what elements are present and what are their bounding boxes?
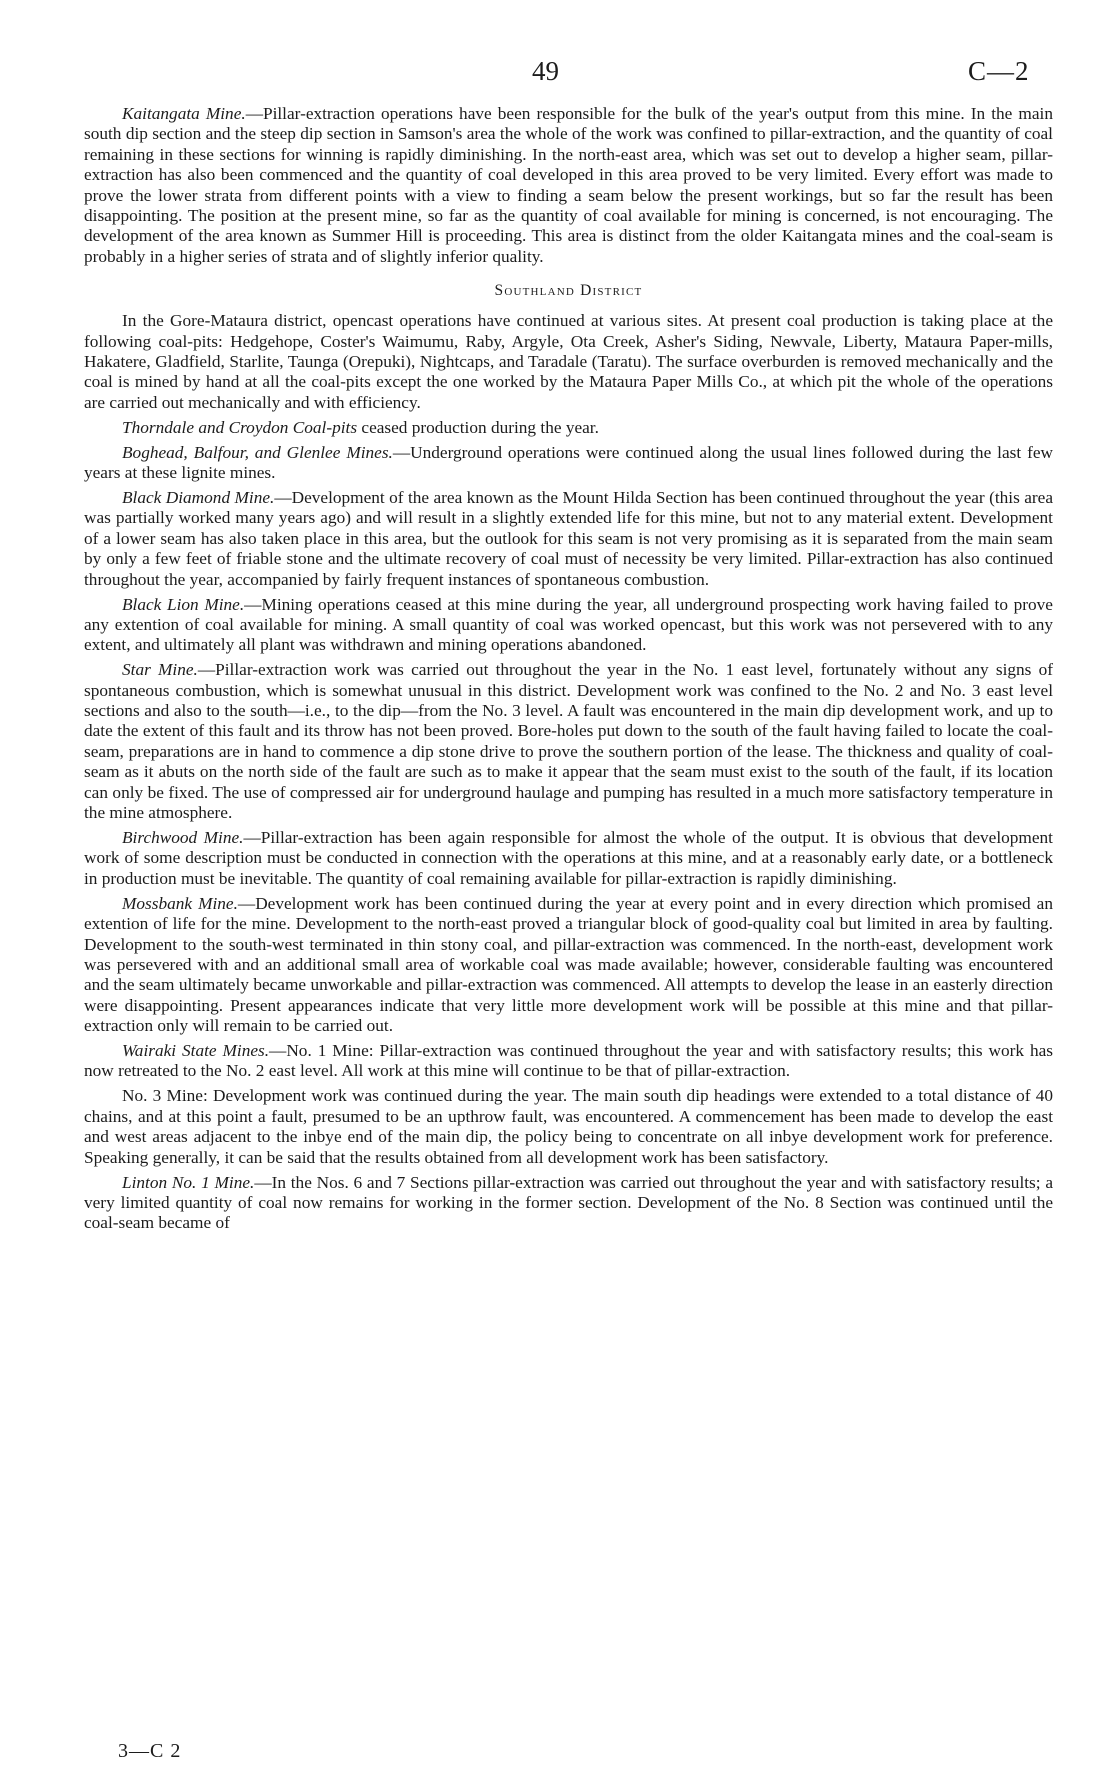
mine-name: Mossbank Mine. bbox=[122, 893, 238, 913]
paragraph-mossbank-mine bbox=[84, 894, 1053, 1037]
mine-name: Black Diamond Mine. bbox=[122, 488, 275, 507]
mine-name: Kaitangata Mine. bbox=[122, 104, 246, 123]
page-header bbox=[0, 54, 1114, 88]
mine-name: Linton No. 1 Mine. bbox=[122, 1172, 255, 1192]
paragraph-text: ceased production during the year. bbox=[357, 417, 599, 437]
paragraph-gore-mataura-district bbox=[84, 311, 1053, 413]
paragraph-kaitangata-mine bbox=[84, 104, 1053, 267]
paragraph-text: No. 3 Mine: Development work was continued during the year. The main south dip headings were extended to a total distance of 40 chains, and at this point a fault, presumed to be an upthrow fault, was encountered. A commencement has been made to develop the east and west areas adjacent to the inbye end of the main dip, the policy being to concentrate on all inbye development work for preference. Speaking generally, it can be said that the results obtained from all development work has been satisfactory. bbox=[84, 1086, 1053, 1167]
paragraph-text: —Development work has been continued during the year at every point and in every direction which promised an extention of life for the mine. Development to the north-east proved a triangular block of good-quality coal but limited in area by faulting. Development to the south-west terminated in thin stony coal, and pillar-extraction was commenced. In the north-east, development work was persevered with and an additional small area of workable coal was made available; however, considerable faulting was encountered and the seam ultimately became unworkable and pillar-extraction was commenced. All attempts to develop the lease in an easterly direction were disappointing. Present appearances indicate that very little more development work will be possible at this mine and that pillar-extraction only will remain to be carried out. bbox=[84, 893, 1053, 1036]
paragraph-text: —Pillar-extraction has been again responsible for almost the whole of the output. It is obvious that development work of some description must be conducted in connection with the operations at this mine, and at a reasonably early date, or a bottleneck in production must be inevitable. The quantity of coal remaining available for pillar-extraction is rapidly diminishing. bbox=[84, 828, 1053, 888]
paragraph-text: —Pillar-extraction operations have been responsible for the bulk of the year's output from this mine. In the main south dip section and the steep dip section in Samson's area the whole of the work was confined to pillar-extraction, and the quantity of coal remaining in these sections for winning is rapidly diminishing. In the north-east area, which was set out to develop a higher seam, pillar-extraction has also been commenced and the quantity of coal developed in this area proved to be very limited. Every effort was made to prove the lower strata from different points with a view to finding a seam below the present workings, but so far the result has been disappointing. The position at the present mine, so far as the quantity of coal available for mining is concerned, is not encouraging. The development of the area known as Summer Hill is proceeding. This area is distinct from the older Kaitangata mines and the coal-seam is probably in a higher series of strata and of slightly inferior quality. bbox=[84, 104, 1053, 266]
printer-signature: 3—C 2 bbox=[118, 1740, 182, 1762]
paragraph-wairaki-state-mines bbox=[84, 1041, 1053, 1082]
paragraph-text: —Mining operations ceased at this mine during the year, all underground prospecting work having failed to prove any extention of coal available for mining. A small quantity of coal was worked opencast, but this work was not persevered with to any extent, and ultimately all plant was withdrawn and mining operations abandoned. bbox=[84, 594, 1053, 655]
mine-name: Star Mine. bbox=[122, 660, 198, 680]
paragraph-text: In the Gore-Mataura district, opencast operations have continued at various sites. At present coal production is taking place at the following coal-pits: Hedgehope, Coster's Waimumu, Raby, Argyle, Ota Creek, Asher's Siding, Newvale, Liberty, Mataura Paper-mills, Hakatere, Gladfield, Starlite, Taunga (Orepuki), Nightcaps, and Taradale (Taratu). The surface overburden is removed mechanically and the coal is mined by hand at all the coal-pits except the one worked by the Mataura Paper Mills Co., at which pit the whole of the operations are carried out mechanically and with efficiency. bbox=[84, 311, 1053, 412]
mine-name: Wairaki State Mines. bbox=[122, 1041, 270, 1061]
section-heading-southland-district: Southland District bbox=[494, 282, 643, 300]
paragraph-boghead-balfour-glenlee bbox=[84, 443, 1053, 484]
paragraph-black-lion-mine bbox=[84, 595, 1053, 656]
paragraph-birchwood-mine bbox=[84, 828, 1053, 889]
paragraph-thorndale-croydon bbox=[84, 418, 1053, 438]
paragraph-no-3-mine bbox=[84, 1086, 1053, 1168]
document-code: C—2 bbox=[968, 56, 1030, 86]
mine-name: Thorndale and Croydon Coal-pits bbox=[122, 417, 358, 437]
mine-name: Black Lion Mine. bbox=[122, 594, 245, 614]
paragraph-text: —No. 1 Mine: Pillar-extraction was continued throughout the year and with satisfactory results; this work has now retreated to the No. 2 east level. All work at this mine will continue to be that of pillar-extraction. bbox=[84, 1041, 1053, 1081]
paragraph-linton-no-1-mine bbox=[84, 1173, 1053, 1234]
paragraph-text: —In the Nos. 6 and 7 Sections pillar-extraction was carried out throughout the year and with satisfactory results; a very limited quantity of coal now remains for working in the former section. Development of the No. 8 Section was continued until the coal-seam became of bbox=[84, 1172, 1053, 1233]
paragraph-star-mine bbox=[84, 660, 1053, 823]
mine-name: Birchwood Mine. bbox=[122, 828, 244, 847]
paragraph-text: —Development of the area known as the Mount Hilda Section has been continued throughout the year (this area was partially worked many years ago) and will result in a slightly extended life for this mine, but not to any material extent. Development of a lower seam has also taken place in this area, but the outlook for this seam is not very promising as it is separated from the main seam by only a few feet of friable stone and the ultimate recovery of coal must of necessity be very limited. Pillar-extraction has also continued throughout the year, accompanied by fairly frequent instances of spontaneous combustion. bbox=[84, 488, 1053, 589]
document-body bbox=[84, 104, 1053, 1238]
paragraph-text: —Pillar-extraction work was carried out throughout the year in the No. 1 east level, fortunately without any signs of spontaneous combustion, which is somewhat unusual in this district. Development work was confined to the No. 2 and No. 3 east level sections and also to the south—i.e., to the dip—from the No. 3 level. A fault was encountered in the main dip development work, and up to date the extent of this fault and its throw has not been proved. Bore-holes put down to the south of the fault having failed to locate the coal-seam, preparations are in hand to commence a dip stone drive to prove the southern portion of the lease. The thickness and quality of coal-seam as it abuts on the north side of the fault are such as to make it appear that the seam must exist to the south of the fault, if its location can only be fixed. The use of compressed air for underground haulage and pumping has resulted in a much more satisfactory temperature in the mine atmosphere. bbox=[84, 660, 1053, 823]
mine-name: Boghead, Balfour, and Glenlee Mines. bbox=[122, 442, 393, 462]
page-number: 49 bbox=[532, 56, 559, 86]
paragraph-text: —Underground operations were continued along the usual lines followed during the last few years at these lignite mines. bbox=[84, 442, 1053, 483]
paragraph-black-diamond-mine bbox=[84, 488, 1053, 590]
